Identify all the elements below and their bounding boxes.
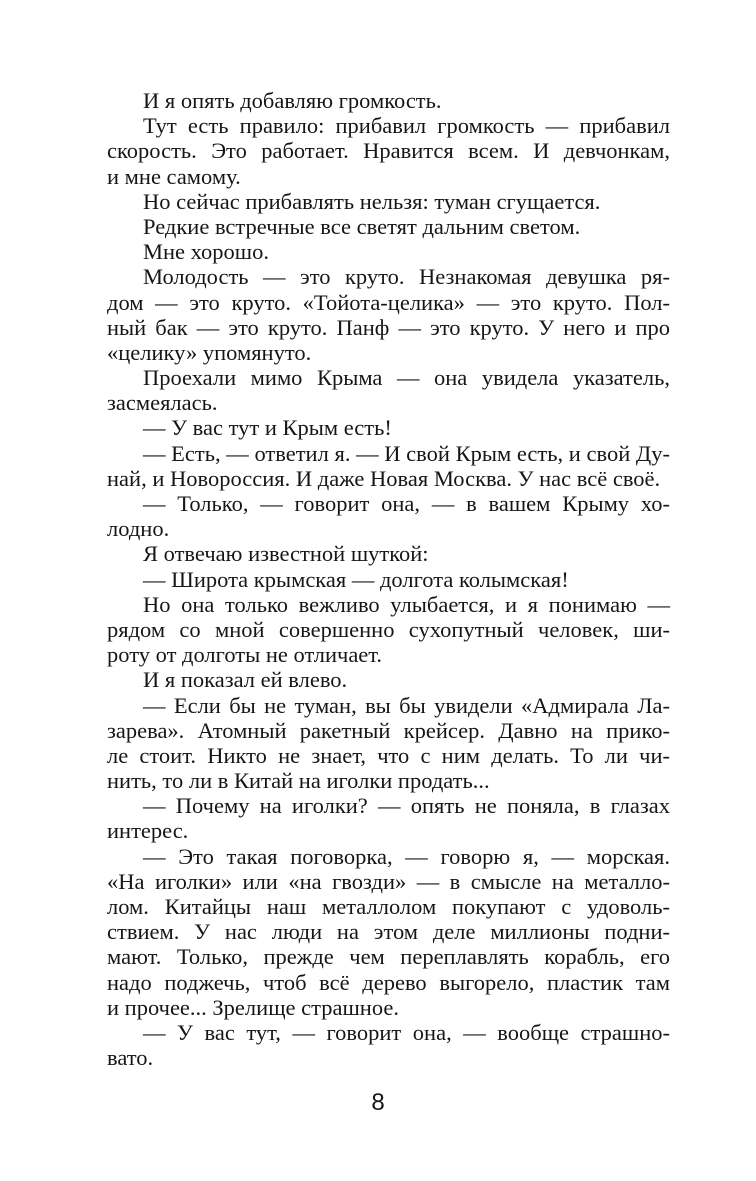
text-line: — Есть, — ответил я. — И свой Крым есть, и свой Ду- — [143, 440, 670, 466]
text-line: — Почему на иголки? — опять не поняла, в глазах — [143, 793, 670, 819]
text-line: Я отвечаю известной шуткой: — [143, 541, 429, 567]
text-line: — У вас тут, — говорит она, — вообще страшно- — [143, 1019, 670, 1045]
page-number: 8 — [371, 1089, 385, 1116]
text-line: най, и Новороссия. И даже Новая Москва. У нас всё своё. — [107, 465, 661, 491]
text-line: И я показал ей влево. — [143, 667, 348, 693]
text-line: — Широта крымская — долгота колымская! — [143, 566, 569, 592]
text-line: ный бак — это круто. Панф — это круто. У него и про — [107, 314, 670, 340]
text-line: и прочее... Зрелище страшное. — [107, 994, 399, 1020]
text-line: нить, то ли в Китай на иголки продать... — [107, 768, 490, 794]
text-line: ствием. У нас люди на этом деле миллионы подни- — [107, 919, 670, 945]
text-line: лодно. — [107, 516, 170, 542]
text-line: Но сейчас прибавлять нельзя: туман сгущается. — [143, 188, 601, 214]
text-line: интерес. — [107, 818, 189, 844]
text-line: вато. — [107, 1045, 154, 1071]
text-line: Тут есть правило: прибавил громкость — прибавил — [143, 113, 670, 139]
book-page-text — [107, 88, 670, 1070]
text-line: засмеялась. — [107, 390, 218, 416]
text-line: лом. Китайцы наш металлолом покупают с удоволь- — [107, 894, 670, 919]
text-line: скорость. Это работает. Нравится всем. И девчонкам, — [107, 138, 670, 164]
text-line: надо поджечь, чтоб всё дерево выгорело, пластик там — [107, 969, 670, 995]
text-line: зарева». Атомный ракетный крейсер. Давно на прико- — [107, 717, 670, 743]
text-line: ле стоит. Никто не знает, что с ним делать. То ли чи- — [107, 742, 670, 768]
text-line: Редкие встречные все светят дальним светом. — [143, 213, 581, 239]
text-line: и мне самому. — [107, 163, 241, 189]
text-line: — Только, — говорит она, — в вашем Крыму хо- — [143, 491, 670, 516]
text-line: рядом со мной совершенно сухопутный человек, ши- — [107, 616, 670, 642]
text-line: Но она только вежливо улыбается, и я понимаю — — [143, 591, 670, 617]
text-line: «целику» упомянуто. — [107, 339, 312, 365]
text-line: мают. Только, прежде чем переплавлять корабль, его — [107, 944, 670, 970]
text-line: — У вас тут и Крым есть! — [143, 415, 392, 441]
text-line: «На иголки» или «на гвозди» — в смысле на металло- — [107, 868, 670, 894]
text-line: Проехали мимо Крыма — она увидела указатель, — [143, 365, 670, 391]
text-line: роту от долготы не отличает. — [107, 642, 383, 668]
text-line: Мне хорошо. — [143, 239, 270, 265]
text-line: — Это такая поговорка, — говорю я, — морская. — [143, 843, 670, 869]
text-line: Молодость — это круто. Незнакомая девушка ря- — [143, 264, 670, 290]
text-line: И я опять добавляю громкость. — [143, 88, 442, 113]
text-line: дом — это круто. «Тойота-целика» — это круто. Пол- — [107, 289, 670, 315]
text-line: — Если бы не туман, вы бы увидели «Адмирала Ла- — [143, 692, 670, 718]
